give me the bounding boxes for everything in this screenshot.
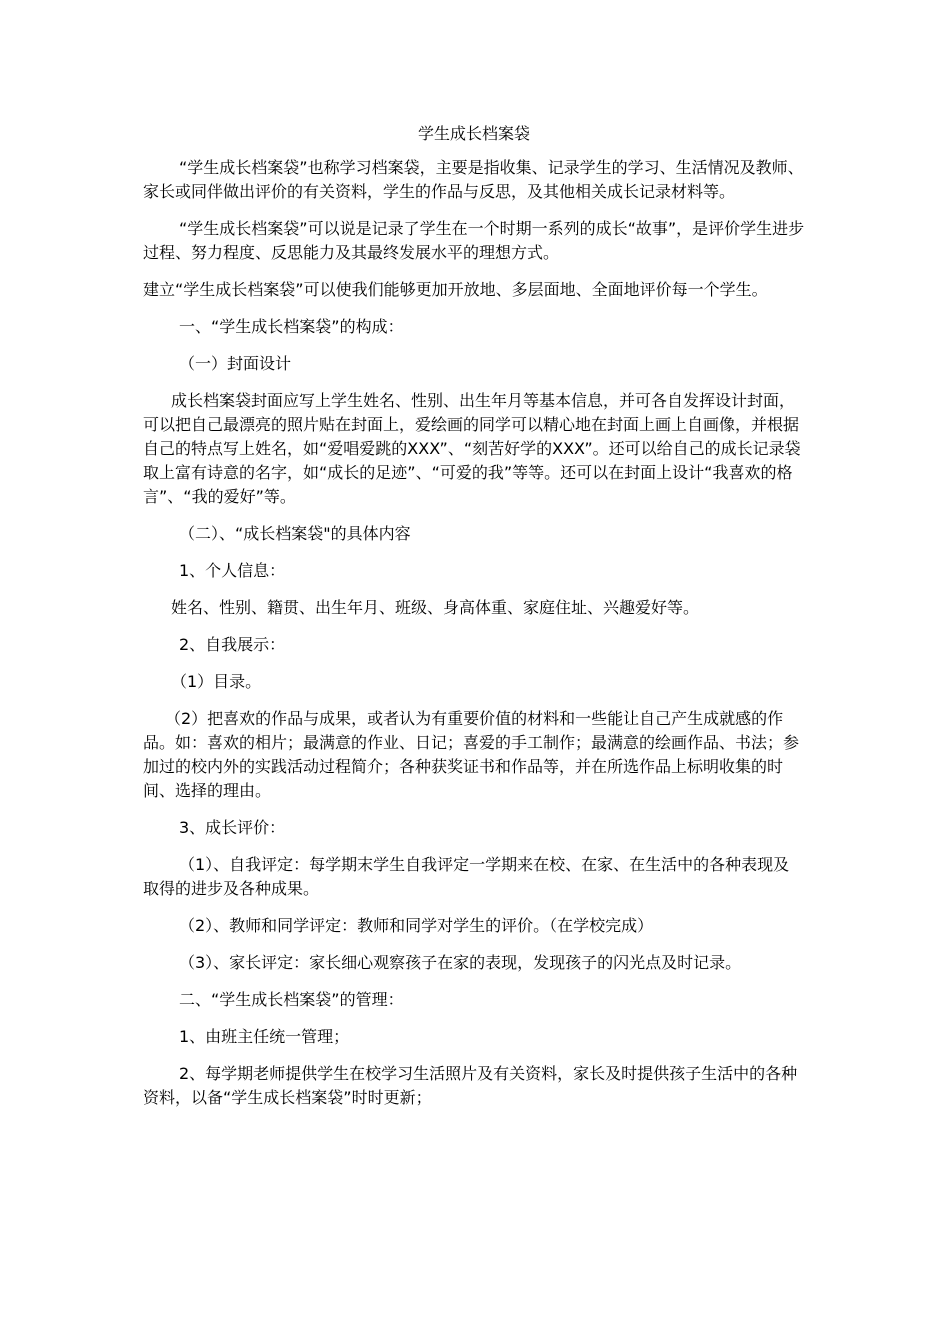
subheading-specific-content: （二）、“成长档案袋"的具体内容 [179, 524, 411, 543]
paragraph-self-evaluation: （1）、自我评定：每学期末学生自我评定一学期来在校、在家、在生活中的各种表现及取得的进步及各种成果。 [143, 855, 790, 898]
paragraph-parent-evaluation: （3）、家长评定：家长细心观察孩子在家的表现，发现孩子的闪光点及时记录。 [179, 953, 742, 972]
item-growth-evaluation: 3、成长评价： [179, 818, 286, 837]
document-title: 学生成长档案袋 [417, 124, 530, 143]
paragraph-purpose: “学生成长档案袋”可以说是记录了学生在一个时期一系列的成长“故事”，是评价学生进步过程、努力程度、反思能力及其最终发展水平的理想方式。 [143, 219, 805, 262]
paragraph-benefit: 建立“学生成长档案袋”可以使我们能够更加开放地、多层面地、全面地评价每一个学生。 [143, 280, 768, 299]
paragraph-personal-info: 姓名、性别、籍贯、出生年月、班级、身高体重、家庭住址、兴趣爱好等。 [171, 598, 700, 617]
item-self-display: 2、自我展示： [179, 635, 286, 654]
item-personal-info: 1、个人信息： [179, 561, 286, 580]
paragraph-definition: “学生成长档案袋”也称学习档案袋，主要是指收集、记录学生的学习、生活情况及教师、家长或同伴做出评价的有关资料，学生的作品与反思，及其他相关成长记录材料等。 [143, 158, 804, 201]
subheading-cover-design: （一）封面设计 [179, 354, 292, 373]
paragraph-cover-design: 成长档案袋封面应写上学生姓名、性别、出生年月等基本信息，并可各自发挥设计封面，可以把自己最漂亮的照片贴在封面上，爱绘画的同学可以精心地在封面上画上自画像，并根据自己的特点写上姓名，如“爱唱爱跳的XXX”、“刻苦好学的XXX”。还可以给自己的成长记录袋取上富有诗意的名字，如“成长的足迹”、“可爱的我”等等。还可以在封面上设计“我喜欢的格言”、“我的爱好”等。 [143, 391, 801, 506]
item-table-of-contents: （1）目录。 [171, 672, 262, 691]
document-body [143, 122, 805, 1123]
item-teacher-management: 1、由班主任统一管理； [179, 1027, 350, 1046]
heading-composition: 一、“学生成长档案袋”的构成： [179, 317, 404, 336]
paragraph-works-and-achievements: （2）把喜欢的作品与成果，或者认为有重要价值的材料和一些能让自己产生成就感的作品。如：喜欢的相片；最满意的作业、日记；喜爱的手工制作；最满意的绘画作品、书法；参加过的校内外的实践活动过程简介；各种获奖证书和作品等，并在所选作品上标明收集的时间、选择的理由。 [143, 709, 800, 800]
paragraph-materials-update: 2、每学期老师提供学生在校学习生活照片及有关资料，家长及时提供孩子生活中的各种资料，以备“学生成长档案袋”时时更新； [143, 1064, 798, 1107]
paragraph-teacher-peer-evaluation: （2）、教师和同学评定：教师和同学对学生的评价。（在学校完成） [179, 916, 654, 935]
heading-management: 二、“学生成长档案袋”的管理： [179, 990, 404, 1009]
